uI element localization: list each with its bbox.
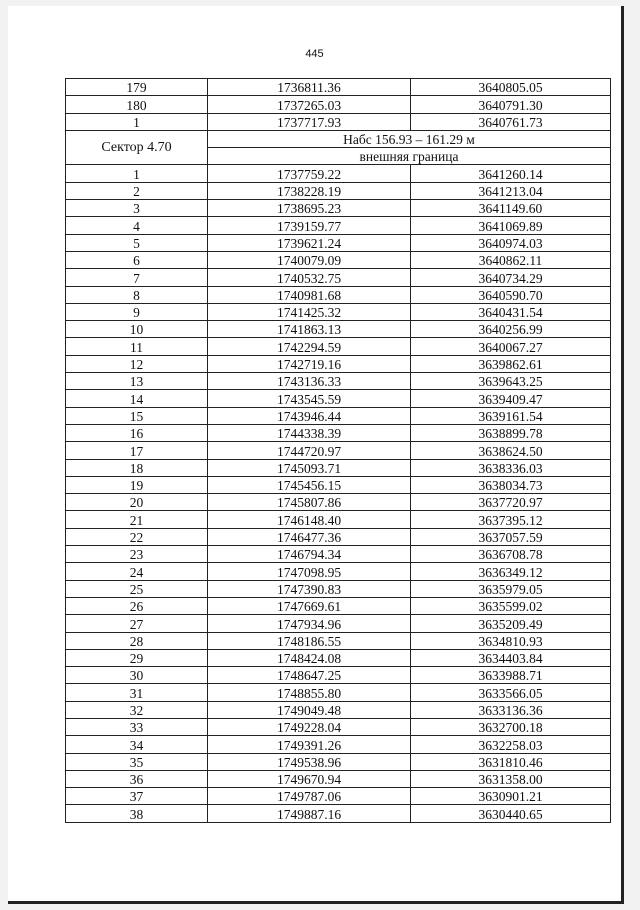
table-row xyxy=(66,338,611,355)
y-coordinate-cell: 3637057.59 xyxy=(411,528,611,545)
point-number-cell: 25 xyxy=(66,580,208,597)
table-row xyxy=(66,632,611,649)
point-number-cell: 11 xyxy=(66,338,208,355)
table-row xyxy=(66,615,611,632)
table-row xyxy=(66,528,611,545)
x-coordinate-cell: 1743136.33 xyxy=(208,373,411,390)
point-number-cell: 2 xyxy=(66,182,208,199)
x-coordinate-cell: 1749887.16 xyxy=(208,805,411,822)
point-number-cell: 1 xyxy=(66,165,208,182)
y-coordinate-cell: 3640256.99 xyxy=(411,321,611,338)
table-row xyxy=(66,701,611,718)
point-number-cell: 31 xyxy=(66,684,208,701)
x-coordinate-cell: 1748424.08 xyxy=(208,649,411,666)
y-coordinate-cell: 3635599.02 xyxy=(411,597,611,614)
y-coordinate-cell: 3640805.05 xyxy=(411,79,611,96)
y-coordinate-cell: 3639409.47 xyxy=(411,390,611,407)
x-coordinate-cell: 1749538.96 xyxy=(208,753,411,770)
coordinates-table xyxy=(65,78,611,823)
y-coordinate-cell: 3638034.73 xyxy=(411,476,611,493)
point-number-cell: 30 xyxy=(66,667,208,684)
point-number-cell: 14 xyxy=(66,390,208,407)
y-coordinate-cell: 3639643.25 xyxy=(411,373,611,390)
y-coordinate-cell: 3640067.27 xyxy=(411,338,611,355)
y-coordinate-cell: 3640761.73 xyxy=(411,113,611,130)
table-row xyxy=(66,251,611,268)
table-row xyxy=(66,684,611,701)
x-coordinate-cell: 1747098.95 xyxy=(208,563,411,580)
point-number-cell: 24 xyxy=(66,563,208,580)
y-coordinate-cell: 3640431.54 xyxy=(411,303,611,320)
table-row xyxy=(66,269,611,286)
x-coordinate-cell: 1746148.40 xyxy=(208,511,411,528)
x-coordinate-cell: 1744720.97 xyxy=(208,442,411,459)
table-row xyxy=(66,373,611,390)
point-number-cell: 6 xyxy=(66,251,208,268)
table-row xyxy=(66,805,611,822)
point-number-cell: 7 xyxy=(66,269,208,286)
table-row xyxy=(66,753,611,770)
point-number-cell: 27 xyxy=(66,615,208,632)
y-coordinate-cell: 3640791.30 xyxy=(411,96,611,113)
y-coordinate-cell: 3633988.71 xyxy=(411,667,611,684)
page-number: 445 xyxy=(305,48,324,60)
table-row xyxy=(66,494,611,511)
point-number-cell: 28 xyxy=(66,632,208,649)
point-number-cell: 38 xyxy=(66,805,208,822)
y-coordinate-cell: 3641213.04 xyxy=(411,182,611,199)
x-coordinate-cell: 1739159.77 xyxy=(208,217,411,234)
x-coordinate-cell: 1748186.55 xyxy=(208,632,411,649)
sector-label: Сектор 4.70 xyxy=(66,130,208,165)
x-coordinate-cell: 1746794.34 xyxy=(208,546,411,563)
y-coordinate-cell: 3638336.03 xyxy=(411,459,611,476)
point-number-cell: 29 xyxy=(66,649,208,666)
point-number-cell: 37 xyxy=(66,788,208,805)
y-coordinate-cell: 3631358.00 xyxy=(411,770,611,787)
x-coordinate-cell: 1742719.16 xyxy=(208,355,411,372)
point-number-cell: 33 xyxy=(66,718,208,735)
table-row xyxy=(66,407,611,424)
y-coordinate-cell: 3636349.12 xyxy=(411,563,611,580)
y-coordinate-cell: 3631810.46 xyxy=(411,753,611,770)
y-coordinate-cell: 3640590.70 xyxy=(411,286,611,303)
point-number-cell: 4 xyxy=(66,217,208,234)
point-number-cell: 18 xyxy=(66,459,208,476)
table-row xyxy=(66,321,611,338)
x-coordinate-cell: 1745807.86 xyxy=(208,494,411,511)
table-row xyxy=(66,424,611,441)
point-number-cell: 13 xyxy=(66,373,208,390)
y-coordinate-cell: 3638899.78 xyxy=(411,424,611,441)
table-row xyxy=(66,286,611,303)
table-row xyxy=(66,511,611,528)
x-coordinate-cell: 1745456.15 xyxy=(208,476,411,493)
x-coordinate-cell: 1746477.36 xyxy=(208,528,411,545)
y-coordinate-cell: 3641260.14 xyxy=(411,165,611,182)
point-number-cell: 36 xyxy=(66,770,208,787)
point-number-cell: 32 xyxy=(66,701,208,718)
point-number-cell: 9 xyxy=(66,303,208,320)
x-coordinate-cell: 1740079.09 xyxy=(208,251,411,268)
table-row xyxy=(66,736,611,753)
point-number-cell: 23 xyxy=(66,546,208,563)
x-coordinate-cell: 1749670.94 xyxy=(208,770,411,787)
point-number-cell: 21 xyxy=(66,511,208,528)
table-row xyxy=(66,718,611,735)
y-coordinate-cell: 3639161.54 xyxy=(411,407,611,424)
table-row xyxy=(66,459,611,476)
point-number-cell: 26 xyxy=(66,597,208,614)
document-page xyxy=(8,6,624,904)
table-row xyxy=(66,234,611,251)
table-row xyxy=(66,182,611,199)
point-number-cell: 22 xyxy=(66,528,208,545)
coordinates-table-body xyxy=(66,79,611,823)
table-row xyxy=(66,217,611,234)
y-coordinate-cell: 3632258.03 xyxy=(411,736,611,753)
point-number-cell: 10 xyxy=(66,321,208,338)
x-coordinate-cell: 1744338.39 xyxy=(208,424,411,441)
table-row xyxy=(66,113,611,130)
point-number-cell: 20 xyxy=(66,494,208,511)
y-coordinate-cell: 3633566.05 xyxy=(411,684,611,701)
table-row xyxy=(66,649,611,666)
table-row xyxy=(66,788,611,805)
x-coordinate-cell: 1748855.80 xyxy=(208,684,411,701)
sector-header-row xyxy=(66,130,611,147)
table-row xyxy=(66,96,611,113)
table-row xyxy=(66,476,611,493)
x-coordinate-cell: 1740981.68 xyxy=(208,286,411,303)
table-row xyxy=(66,79,611,96)
y-coordinate-cell: 3635209.49 xyxy=(411,615,611,632)
point-number-cell: 16 xyxy=(66,424,208,441)
x-coordinate-cell: 1737759.22 xyxy=(208,165,411,182)
table-row xyxy=(66,563,611,580)
x-coordinate-cell: 1738228.19 xyxy=(208,182,411,199)
table-row xyxy=(66,667,611,684)
x-coordinate-cell: 1737717.93 xyxy=(208,113,411,130)
sector-height-range: Набс 156.93 – 161.29 м xyxy=(208,130,611,147)
x-coordinate-cell: 1748647.25 xyxy=(208,667,411,684)
x-coordinate-cell: 1739621.24 xyxy=(208,234,411,251)
point-number-cell: 15 xyxy=(66,407,208,424)
y-coordinate-cell: 3640734.29 xyxy=(411,269,611,286)
point-number-cell: 5 xyxy=(66,234,208,251)
point-number-cell: 3 xyxy=(66,200,208,217)
y-coordinate-cell: 3630440.65 xyxy=(411,805,611,822)
point-number-cell: 35 xyxy=(66,753,208,770)
y-coordinate-cell: 3640974.03 xyxy=(411,234,611,251)
x-coordinate-cell: 1741863.13 xyxy=(208,321,411,338)
table-row xyxy=(66,597,611,614)
sector-boundary-label: внешняя граница xyxy=(208,148,611,165)
x-coordinate-cell: 1737265.03 xyxy=(208,96,411,113)
table-row xyxy=(66,580,611,597)
y-coordinate-cell: 3640862.11 xyxy=(411,251,611,268)
x-coordinate-cell: 1740532.75 xyxy=(208,269,411,286)
table-row xyxy=(66,770,611,787)
y-coordinate-cell: 3634810.93 xyxy=(411,632,611,649)
point-number-cell: 180 xyxy=(66,96,208,113)
point-number-cell: 34 xyxy=(66,736,208,753)
point-number-cell: 12 xyxy=(66,355,208,372)
x-coordinate-cell: 1749787.06 xyxy=(208,788,411,805)
y-coordinate-cell: 3634403.84 xyxy=(411,649,611,666)
table-row xyxy=(66,390,611,407)
table-row xyxy=(66,442,611,459)
x-coordinate-cell: 1749228.04 xyxy=(208,718,411,735)
point-number-cell: 1 xyxy=(66,113,208,130)
y-coordinate-cell: 3641069.89 xyxy=(411,217,611,234)
x-coordinate-cell: 1741425.32 xyxy=(208,303,411,320)
y-coordinate-cell: 3630901.21 xyxy=(411,788,611,805)
x-coordinate-cell: 1747669.61 xyxy=(208,597,411,614)
point-number-cell: 8 xyxy=(66,286,208,303)
table-row xyxy=(66,165,611,182)
point-number-cell: 179 xyxy=(66,79,208,96)
y-coordinate-cell: 3636708.78 xyxy=(411,546,611,563)
table-row xyxy=(66,355,611,372)
point-number-cell: 19 xyxy=(66,476,208,493)
x-coordinate-cell: 1747934.96 xyxy=(208,615,411,632)
point-number-cell: 17 xyxy=(66,442,208,459)
x-coordinate-cell: 1736811.36 xyxy=(208,79,411,96)
y-coordinate-cell: 3635979.05 xyxy=(411,580,611,597)
x-coordinate-cell: 1747390.83 xyxy=(208,580,411,597)
x-coordinate-cell: 1749049.48 xyxy=(208,701,411,718)
table-row xyxy=(66,546,611,563)
x-coordinate-cell: 1743946.44 xyxy=(208,407,411,424)
y-coordinate-cell: 3639862.61 xyxy=(411,355,611,372)
y-coordinate-cell: 3641149.60 xyxy=(411,200,611,217)
x-coordinate-cell: 1742294.59 xyxy=(208,338,411,355)
table-row xyxy=(66,200,611,217)
x-coordinate-cell: 1743545.59 xyxy=(208,390,411,407)
y-coordinate-cell: 3637720.97 xyxy=(411,494,611,511)
y-coordinate-cell: 3638624.50 xyxy=(411,442,611,459)
x-coordinate-cell: 1745093.71 xyxy=(208,459,411,476)
y-coordinate-cell: 3632700.18 xyxy=(411,718,611,735)
y-coordinate-cell: 3637395.12 xyxy=(411,511,611,528)
x-coordinate-cell: 1749391.26 xyxy=(208,736,411,753)
y-coordinate-cell: 3633136.36 xyxy=(411,701,611,718)
table-row xyxy=(66,303,611,320)
x-coordinate-cell: 1738695.23 xyxy=(208,200,411,217)
